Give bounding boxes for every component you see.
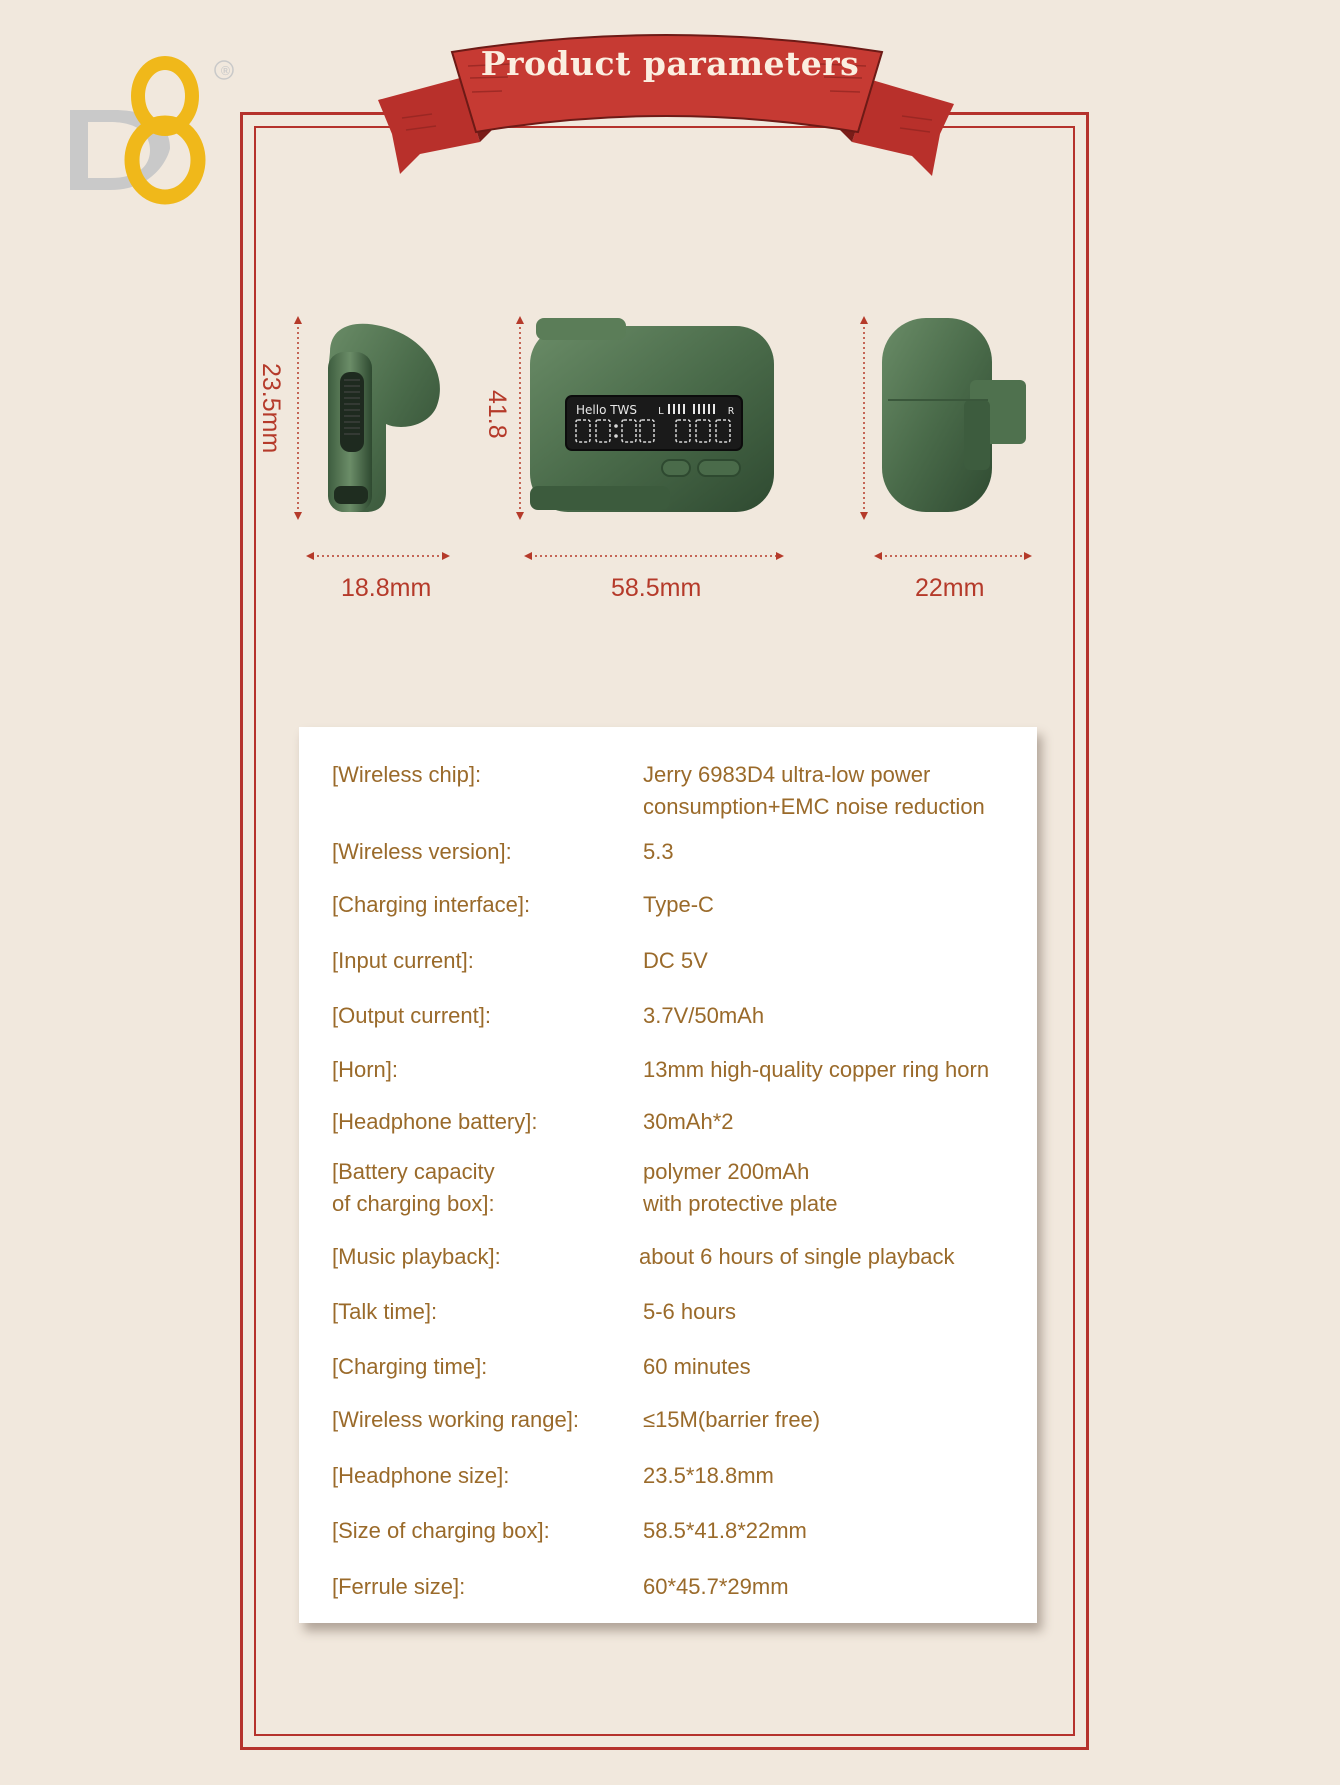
charging-case-side-view xyxy=(882,318,1026,512)
spec-value: 60 minutes xyxy=(643,1354,751,1379)
spec-value: about 6 hours of single playback xyxy=(639,1244,955,1269)
spec-value: DC 5V xyxy=(643,948,708,973)
spec-value: Type-C xyxy=(643,892,714,917)
specifications-table xyxy=(299,727,1037,1623)
case-display-right-marker: R xyxy=(728,406,735,417)
charging-case-front-view xyxy=(530,318,774,512)
spec-label: [Charging time]: xyxy=(332,1354,488,1379)
earbud-height-label: 23.5mm xyxy=(257,363,285,454)
spec-value: 3.7V/50mAh xyxy=(643,1003,765,1028)
case-height-label: 41.8 xyxy=(483,390,511,439)
spec-value: 23.5*18.8mm xyxy=(643,1463,774,1488)
spec-label: [Wireless working range]: xyxy=(332,1407,579,1432)
case-width-label: 58.5mm xyxy=(611,574,702,602)
spec-value: 30mAh*2 xyxy=(643,1109,734,1134)
case-depth-label: 22mm xyxy=(915,574,985,602)
spec-value: 13mm high-quality copper ring horn xyxy=(643,1057,990,1082)
spec-value: 5-6 hours xyxy=(643,1299,736,1324)
spec-label: [Size of charging box]: xyxy=(332,1518,550,1543)
spec-label: [Battery capacity of charging box]: xyxy=(332,1159,495,1216)
spec-label: [Charging interface]: xyxy=(332,892,531,917)
spec-label: [Talk time]: xyxy=(332,1299,438,1324)
earbud-view xyxy=(328,324,440,512)
spec-label: [Wireless chip]: xyxy=(332,762,482,787)
spec-label: [Wireless version]: xyxy=(332,839,512,864)
spec-label: [Input current]: xyxy=(332,948,474,973)
case-display-greeting: Hello TWS xyxy=(576,403,638,417)
banner-title: Product parameters xyxy=(480,44,860,83)
spec-value: ≤15M(barrier free) xyxy=(643,1407,821,1432)
case-display-left-marker: L xyxy=(658,406,665,417)
earbud-width-label: 18.8mm xyxy=(341,574,432,602)
spec-label: [Headphone battery]: xyxy=(332,1109,538,1134)
spec-label: [Headphone size]: xyxy=(332,1463,510,1488)
spec-value: 60*45.7*29mm xyxy=(643,1574,789,1599)
spec-value: 58.5*41.8*22mm xyxy=(643,1518,807,1543)
spec-label: [Ferrule size]: xyxy=(332,1574,466,1599)
spec-value: 5.3 xyxy=(643,839,674,864)
spec-label: [Music playback]: xyxy=(332,1244,501,1269)
registered-mark: ® xyxy=(219,64,232,78)
product-dimension-views xyxy=(0,0,1340,640)
spec-label: [Horn]: xyxy=(332,1057,399,1082)
spec-label: [Output current]: xyxy=(332,1003,491,1028)
spec-value: Jerry 6983D4 ultra-low power consumption+EMC noise reduction xyxy=(643,762,985,819)
spec-value: polymer 200mAh with protective plate xyxy=(643,1159,838,1216)
